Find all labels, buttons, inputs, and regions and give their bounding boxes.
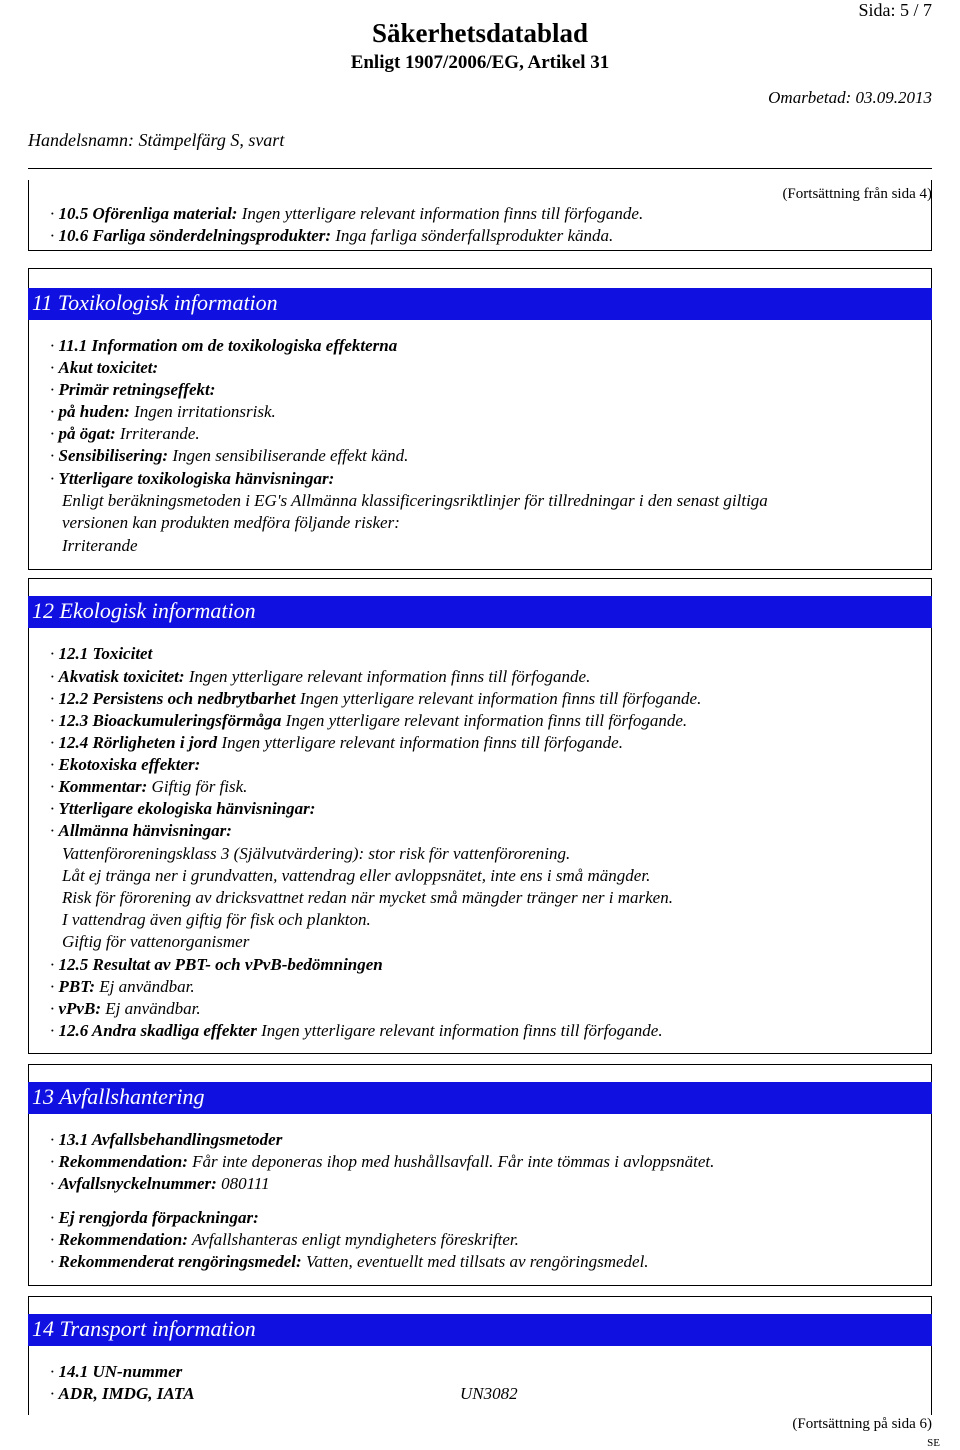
section13-line [50, 1174, 270, 1194]
section11-line [50, 358, 158, 378]
text-span: på ögat: [58, 424, 116, 443]
text-span: Kommentar: [58, 777, 148, 796]
text-span: 12.6 Andra skadliga effekter [58, 1021, 257, 1040]
section11-header [28, 288, 932, 320]
section12-text: Vattenföroreningsklass 3 (Självutvärdering): stor risk för vattenförorening. [62, 844, 571, 863]
section12-line [50, 689, 701, 709]
text-span: Ingen ytterligare relevant information finns till förfogande. [295, 689, 702, 708]
section12-text: Låt ej tränga ner i grundvatten, vattendrag eller avloppsnätet, inte ens i små mängder. [62, 866, 651, 885]
continued-from: (Fortsättning från sida 4) [782, 186, 932, 202]
section13-line [50, 1152, 714, 1172]
section12-line [50, 711, 687, 731]
section13-line [50, 1130, 282, 1150]
header-rule [28, 168, 932, 169]
section11-line [50, 469, 334, 489]
text-span: Irriterande. [115, 424, 200, 443]
text-span: 10.6 Farliga sönderdelningsprodukter: [58, 226, 332, 245]
text-span: Ingen ytterligare relevant information finns till förfogande. [256, 1021, 663, 1040]
text-span: 14 Transport information [32, 1316, 256, 1341]
text-span: Ytterligare toxikologiska hänvisningar: [58, 469, 335, 488]
section10-line [50, 204, 643, 224]
text-span: Sensibilisering: [58, 446, 169, 465]
section12-text: I vattendrag även giftig för fisk och plankton. [62, 910, 371, 929]
text-span: vPvB: [58, 999, 101, 1018]
section11-line [50, 402, 276, 422]
section12-line [50, 667, 590, 687]
section10-line [50, 226, 613, 246]
text-span: Ingen irritationsrisk. [129, 402, 276, 421]
page-number: Sida: 5 / 7 [858, 0, 932, 20]
text-span: 10.5 Oförenliga material: [58, 204, 238, 223]
text-span: 12.4 Rörligheten i jord [58, 733, 218, 752]
text-span: 14.1 UN-nummer [58, 1362, 183, 1381]
text-span: Ej användbar. [95, 977, 195, 996]
text-span: Ingen ytterligare relevant information finns till förfogande. [281, 711, 688, 730]
section14-line [50, 1362, 182, 1382]
text-span: Ytterligare ekologiska hänvisningar: [58, 799, 316, 818]
text-span: på huden: [58, 402, 130, 421]
section12-line [50, 955, 383, 975]
section12-line [50, 755, 200, 775]
trade-name: Handelsnamn: Stämpelfärg S, svart [28, 130, 285, 150]
section12-line [50, 1021, 663, 1041]
section11-line [50, 446, 408, 466]
document-subtitle: Enligt 1907/2006/EG, Artikel 31 [350, 52, 610, 73]
section11-text: Enligt beräkningsmetoden i EG's Allmänna klassificeringsriktlinjer för tillredningar i den senast giltiga [62, 491, 768, 510]
text-span: 11 Toxikologisk information [32, 290, 278, 315]
text-span: 12.2 Persistens och nedbrytbarhet [58, 689, 296, 708]
section13-header [28, 1082, 932, 1114]
section12-line [50, 733, 623, 753]
text-span: Ingen ytterligare relevant information finns till förfogande. [237, 204, 644, 223]
section11-line [50, 424, 200, 444]
text-span: 12.5 Resultat av PBT- och vPvB-bedömningen [58, 955, 383, 974]
text-span: 12.1 Toxicitet [58, 644, 153, 663]
section12-text: Giftig för vattenorganismer [62, 932, 250, 951]
text-span: Allmänna hänvisningar: [58, 821, 232, 840]
section11-text: Irriterande [62, 536, 138, 555]
text-span: Rekommendation: [58, 1230, 188, 1249]
text-span: Primär retningseffekt: [58, 380, 216, 399]
section11-line [50, 380, 215, 400]
document-title: Säkerhetsdatablad [371, 18, 589, 48]
text-span: Ingen ytterligare relevant information finns till förfogande. [184, 667, 591, 686]
un-number-value: UN3082 [460, 1384, 518, 1403]
text-span: Giftig för fisk. [147, 777, 248, 796]
text-span: Får inte deponeras ihop med hushållsavfall. Får inte tömmas i avloppsnätet. [187, 1152, 715, 1171]
section11-line [50, 336, 397, 356]
section13-line [50, 1208, 259, 1228]
text-span: Ej rengjorda förpackningar: [58, 1208, 259, 1227]
text-span: Avfallsnyckelnummer: [58, 1174, 217, 1193]
text-span: Vatten, eventuellt med tillsats av rengöringsmedel. [301, 1252, 649, 1271]
section12-line [50, 799, 315, 819]
text-span: Rekommenderat rengöringsmedel: [58, 1252, 302, 1271]
section12-line [50, 821, 232, 841]
text-span: Ej användbar. [100, 999, 201, 1018]
text-span: 12 Ekologisk information [32, 598, 256, 623]
text-span: ADR, IMDG, IATA [58, 1384, 195, 1403]
text-span: Inga farliga sönderfallsprodukter kända. [331, 226, 614, 245]
section14-header [28, 1314, 932, 1346]
section14-line [50, 1384, 195, 1404]
text-span: Ekotoxiska effekter: [58, 755, 201, 774]
text-span: Akvatisk toxicitet: [58, 667, 185, 686]
section12-line [50, 777, 247, 797]
text-span: 11.1 Information om de toxikologiska effekterna [58, 336, 398, 355]
text-span: Ingen ytterligare relevant information finns till förfogande. [217, 733, 623, 752]
text-span: Akut toxicitet: [58, 358, 159, 377]
language-code: SE [927, 1437, 940, 1449]
text-span: Avfallshanteras enligt myndigheters föreskrifter. [187, 1230, 519, 1249]
section12-line [50, 644, 152, 664]
section12-line [50, 999, 201, 1019]
text-span: 080111 [216, 1174, 270, 1193]
text-span: Rekommendation: [58, 1152, 188, 1171]
section12-line [50, 977, 195, 997]
revision-date: Omarbetad: 03.09.2013 [768, 88, 932, 107]
section13-line [50, 1230, 519, 1250]
section12-header [28, 596, 932, 628]
section12-text: Risk för förorening av dricksvattnet redan när mycket små mängder tränger ner i marken. [62, 888, 673, 907]
section13-line [50, 1252, 649, 1272]
text-span: 13.1 Avfallsbehandlingsmetoder [58, 1130, 283, 1149]
section11-text: versionen kan produkten medföra följande risker: [62, 513, 400, 532]
text-span: Ingen sensibiliserande effekt känd. [168, 446, 409, 465]
text-span: 13 Avfallshantering [32, 1084, 205, 1109]
text-span: PBT: [58, 977, 96, 996]
continued-to: (Fortsättning på sida 6) [792, 1416, 932, 1432]
text-span: 12.3 Bioackumuleringsförmåga [58, 711, 282, 730]
